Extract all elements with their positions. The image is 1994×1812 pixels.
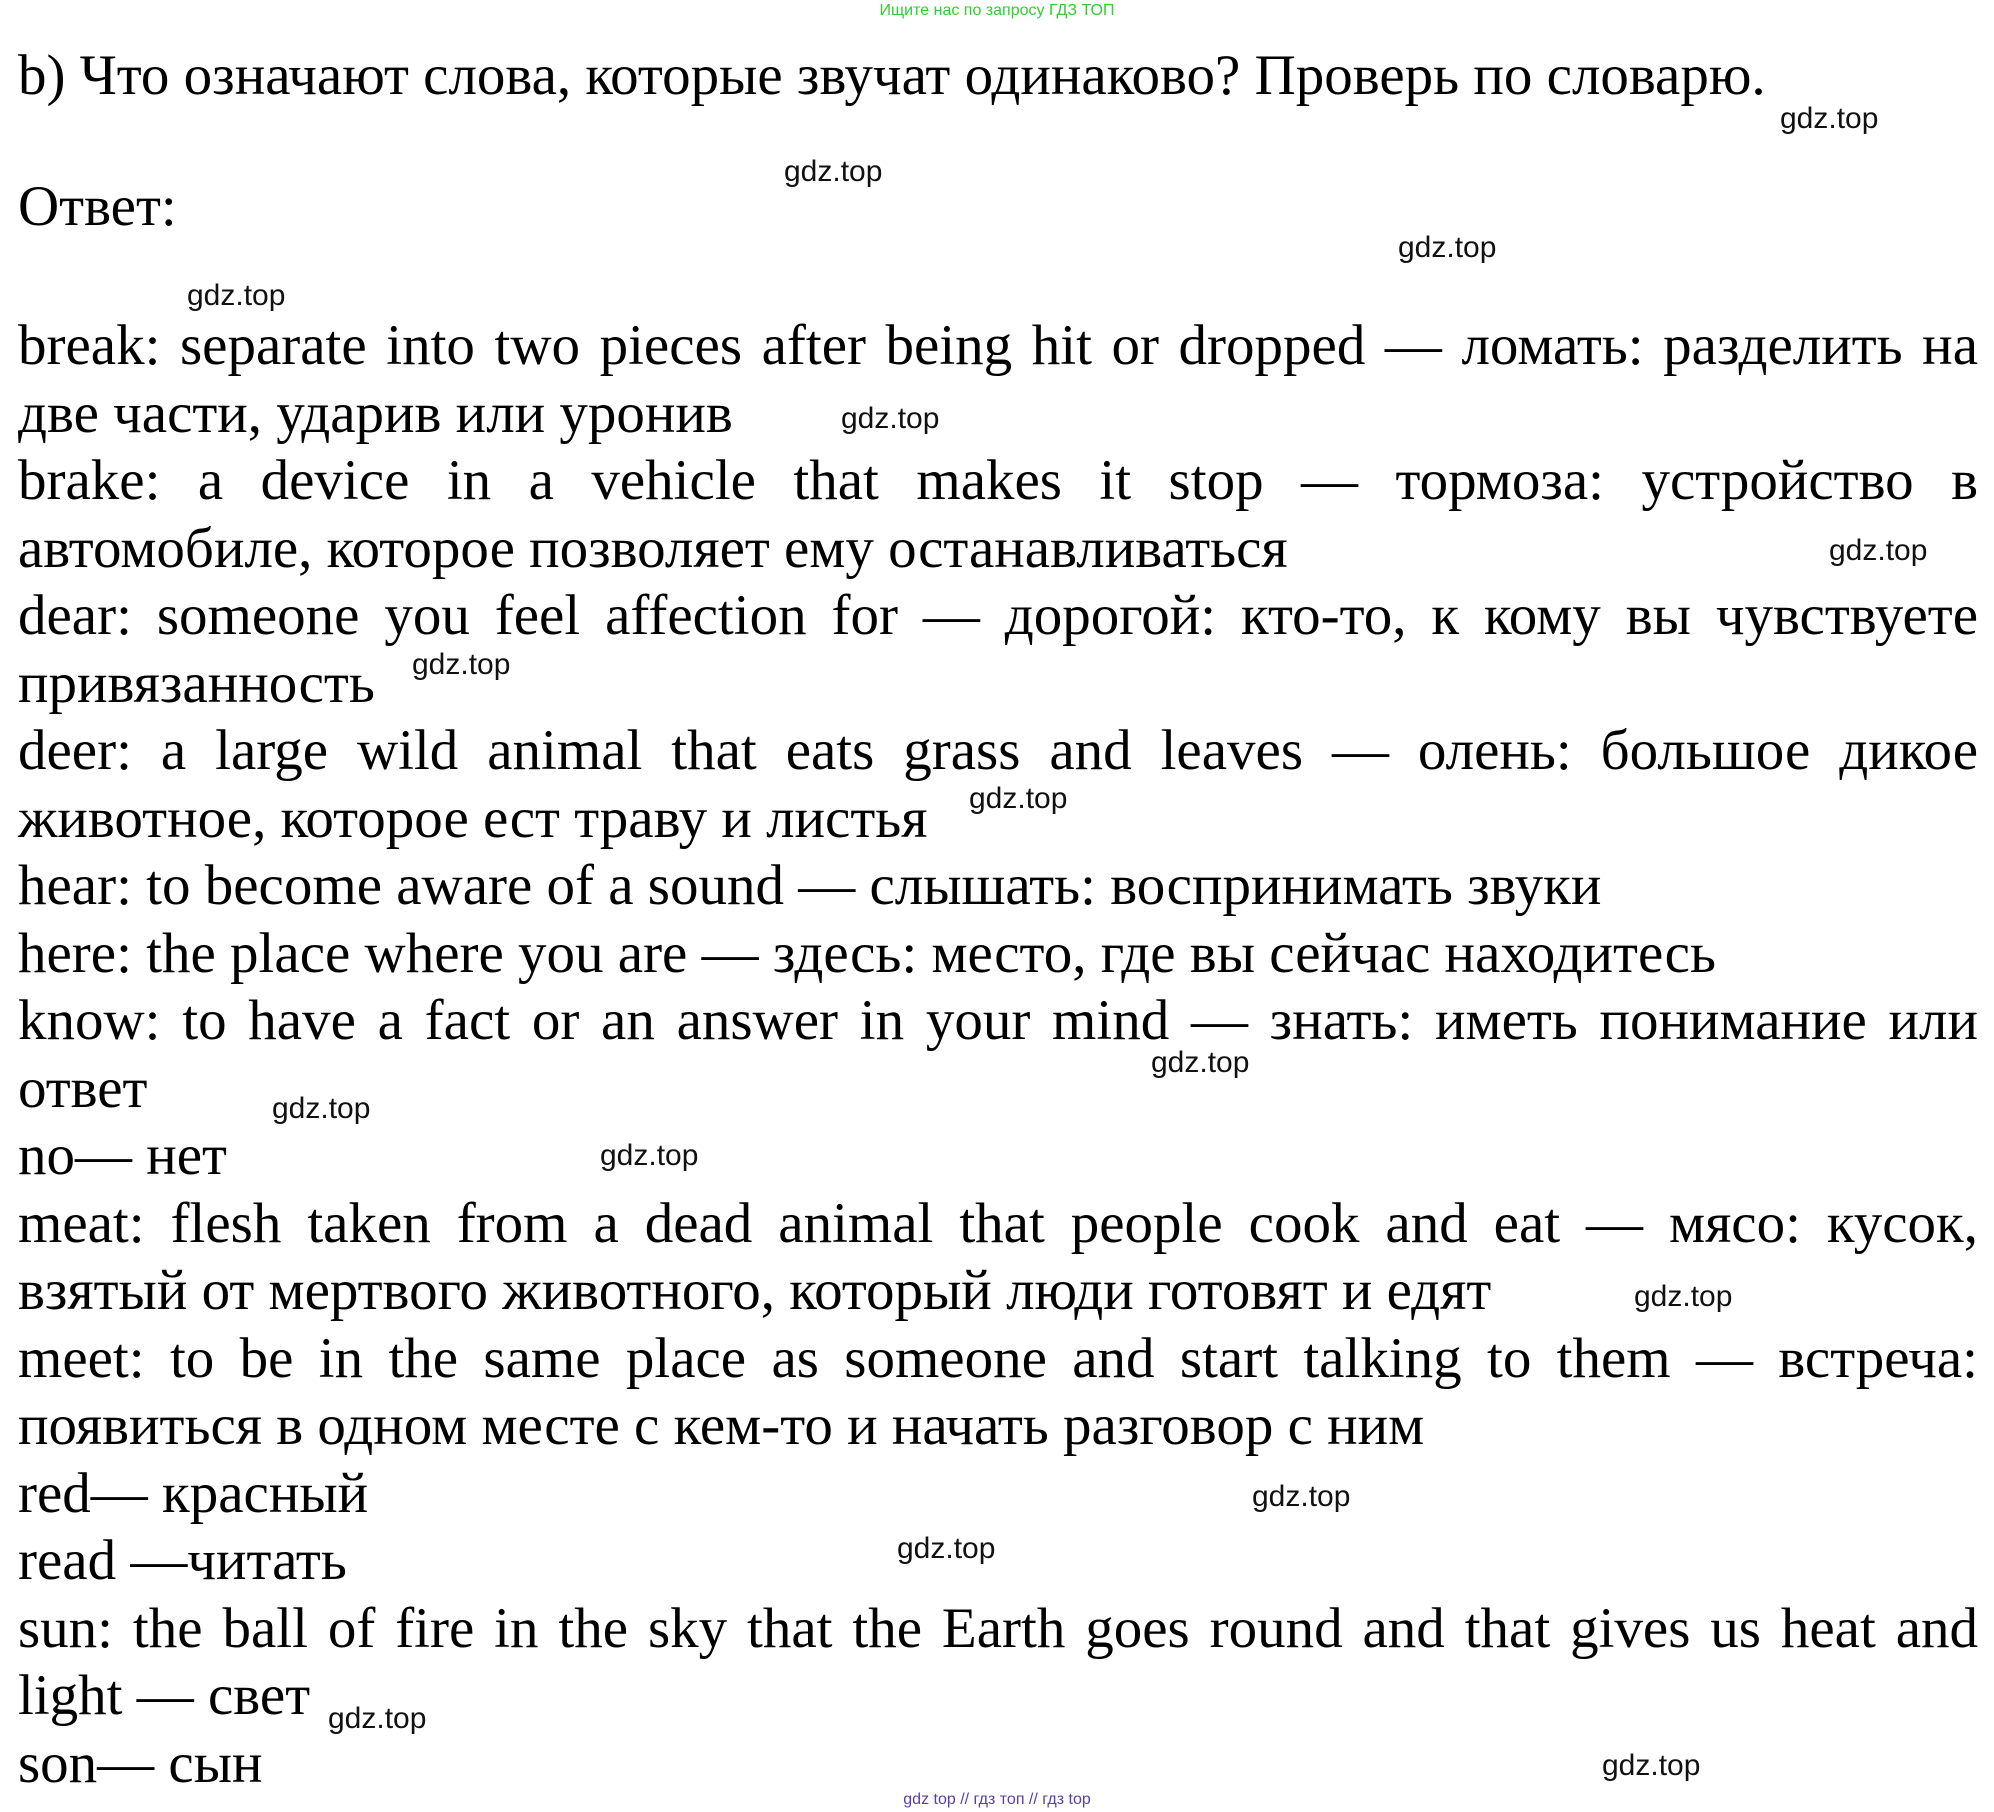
entry-no: no— нет	[18, 1124, 227, 1187]
watermark: gdz.top	[1634, 1280, 1733, 1313]
watermark: gdz.top	[1398, 231, 1497, 264]
watermark: gdz.top	[841, 402, 940, 435]
watermark: gdz.top	[1829, 534, 1928, 567]
watermark: gdz.top	[1780, 102, 1879, 135]
answer-label: Ответ:	[18, 175, 177, 238]
watermark: gdz.top	[1602, 1749, 1701, 1782]
footer-watermark[interactable]: gdz top // гдз топ // гдз top	[903, 1791, 1091, 1808]
watermark: gdz.top	[272, 1092, 371, 1125]
entry-meat: meat: flesh taken from a dead animal that people cook and eat — мясо: кусок, взятый от мертвого животного, который люди готовят и едят	[18, 1191, 1978, 1322]
entry-here: here: the place where you are — здесь: место, где вы сейчас находитесь	[18, 921, 1716, 985]
entry-sun: sun: the ball of fire in the sky that the Earth goes round and that gives us heat and light — свет	[18, 1596, 1978, 1727]
watermark: gdz.top	[600, 1139, 699, 1172]
entry-hear: hear: to become aware of a sound — слышать: воспринимать звуки	[18, 854, 1602, 917]
watermark: gdz.top	[328, 1702, 427, 1735]
watermark: gdz.top	[1252, 1480, 1351, 1513]
watermark: gdz.top	[187, 279, 286, 312]
entry-brake: brake: a device in a vehicle that makes it stop — тормоза: устройство в автомобиле, которое позволяет ему останавливаться	[18, 449, 1978, 580]
watermark: gdz.top	[969, 782, 1068, 815]
entry-son: son— сын	[18, 1731, 263, 1795]
top-banner[interactable]: Ищите нас по запросу ГДЗ ТОП	[879, 2, 1115, 19]
entry-meet: meet: to be in the same place as someone and start talking to them — встреча: появиться в одном месте с кем-то и начать разговор с ним	[18, 1326, 1978, 1457]
watermark: gdz.top	[412, 648, 511, 681]
entry-red: red— красный	[18, 1461, 369, 1525]
watermark: gdz.top	[897, 1532, 996, 1565]
entry-deer: deer: a large wild animal that eats grass and leaves — олень: большое дикое животное, которое ест траву и листья	[18, 719, 1978, 850]
watermark: gdz.top	[784, 155, 883, 188]
entry-read: read —читать	[18, 1529, 347, 1592]
entry-break: break: separate into two pieces after being hit or dropped — ломать: разделить на две части, ударив или уронив	[18, 314, 1978, 445]
entry-know: know: to have a fact or an answer in your mind — знать: иметь понимание или ответ	[18, 989, 1978, 1120]
question-heading: b) Что означают слова, которые звучат одинаково? Проверь по словарю.	[18, 44, 1766, 107]
watermark: gdz.top	[1151, 1046, 1250, 1079]
answer-list	[18, 312, 1978, 1797]
entry-dear: dear: someone you feel affection for — дорогой: кто-то, к кому вы чувствуете привязанность	[18, 584, 1978, 715]
